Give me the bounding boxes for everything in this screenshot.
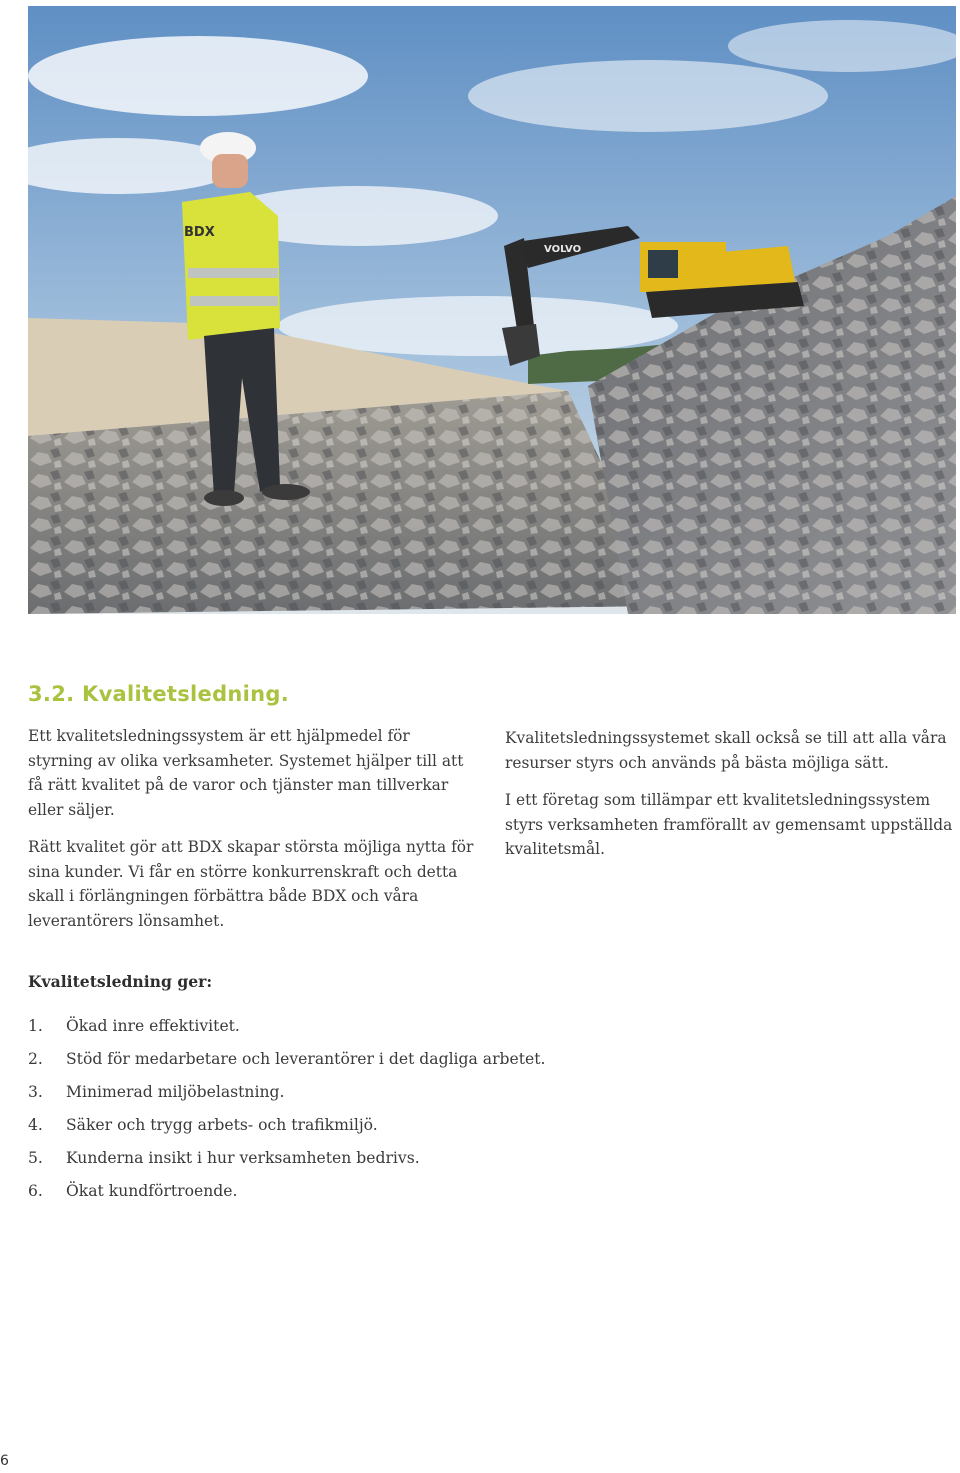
- construction-site-image: [28, 6, 956, 614]
- cover-photo: [28, 6, 956, 614]
- left-text-column: [28, 724, 478, 946]
- vest-logo-text: BDX: [184, 225, 215, 240]
- paragraph: I ett företag som tillämpar ett kvalitetsledningssystem styrs verksamheten framförallt av gemensamt uppställda kvalitetsmål.: [505, 791, 953, 858]
- list-item-text: Stöd för medarbetare och leverantörer i det dagliga arbetet.: [66, 1050, 546, 1068]
- paragraph: Rätt kvalitet gör att BDX skapar största möjliga nytta för sina kunder. Vi får en större konkurrenskraft och detta skall i förlängningen förbättra både BDX och våra leverantörers lönsamhet.: [28, 838, 474, 930]
- list-item-number: 4.: [28, 1116, 43, 1134]
- list-item: [28, 1014, 545, 1047]
- benefits-heading: Kvalitetsledning ger:: [28, 972, 213, 991]
- paragraph: Kvalitetsledningssystemet skall också se till att alla våra resurser styrs och används på bästa möjliga sätt.: [505, 729, 947, 772]
- list-item-number: 5.: [28, 1149, 43, 1167]
- list-item: [28, 1113, 545, 1146]
- paragraph: Ett kvalitetsledningssystem är ett hjälpmedel för styrning av olika verksamheter. Systemet hjälper till att få rätt kvalitet på de varor och tjänster man tillverkar eller säljer.: [28, 727, 464, 819]
- list-item-text: Kunderna insikt i hur verksamheten bedrivs.: [66, 1149, 420, 1167]
- list-item-number: 6.: [28, 1182, 43, 1200]
- list-item: [28, 1146, 545, 1179]
- section-title: 3.2. Kvalitetsledning.: [28, 682, 290, 706]
- list-item-number: 3.: [28, 1083, 43, 1101]
- list-item-text: Säker och trygg arbets- och trafikmiljö.: [66, 1116, 378, 1134]
- list-item: [28, 1179, 545, 1212]
- list-item-number: 1.: [28, 1017, 43, 1035]
- truck-brand-text: VOLVO: [544, 244, 582, 255]
- list-item: [28, 1047, 545, 1080]
- page-number: 6: [0, 1453, 9, 1469]
- list-item-text: Ökat kundförtroende.: [66, 1182, 238, 1200]
- right-text-column: [505, 726, 957, 875]
- list-item-text: Minimerad miljöbelastning.: [66, 1083, 285, 1101]
- list-item: [28, 1080, 545, 1113]
- list-item-text: Ökad inre effektivitet.: [66, 1017, 240, 1035]
- list-item-number: 2.: [28, 1050, 43, 1068]
- benefits-list: [28, 1014, 545, 1212]
